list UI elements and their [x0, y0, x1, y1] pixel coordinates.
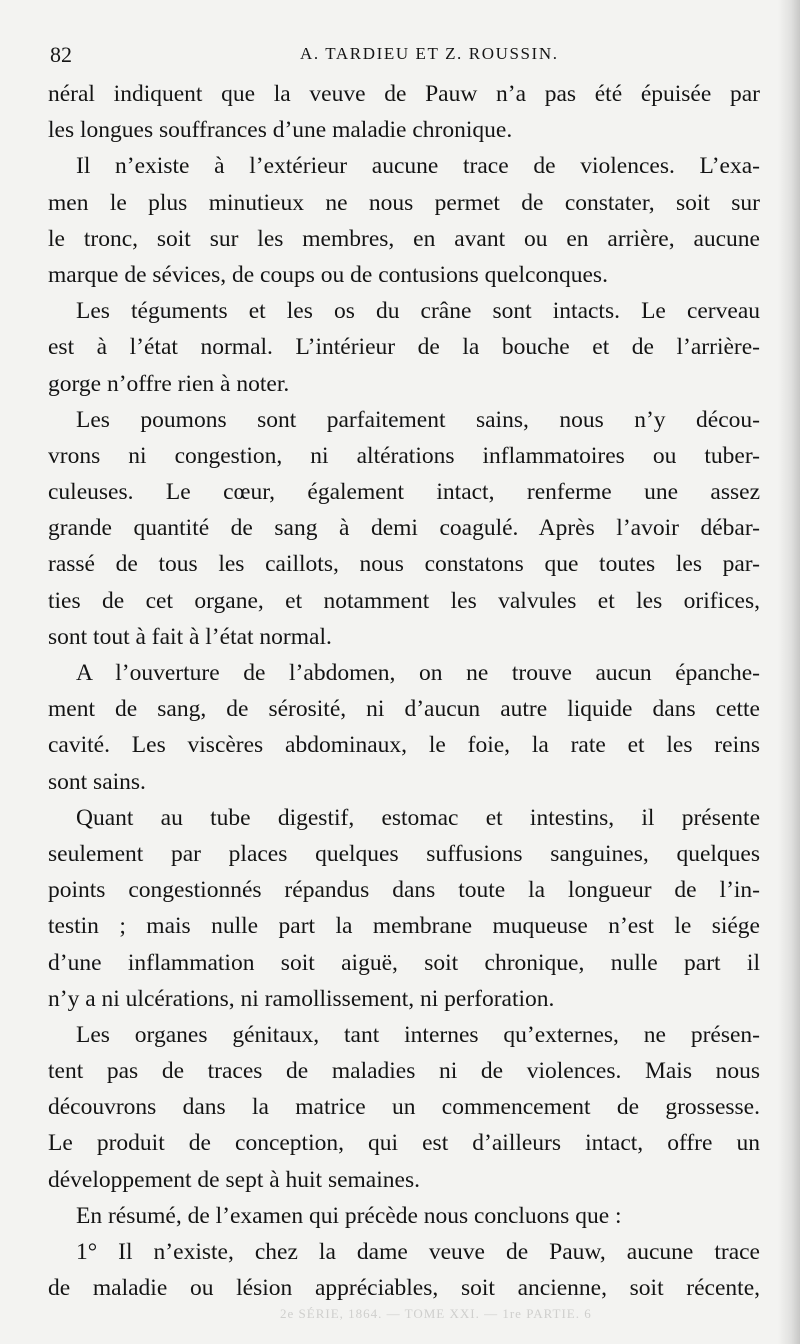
text-line: d’une inflammation soit aiguë, soit chronique, nulle part il	[48, 949, 760, 976]
text-line: n’y a ni ulcérations, ni ramollissement, ni perforation.	[48, 985, 555, 1012]
text-line: sont tout à fait à l’état normal.	[48, 623, 332, 650]
body-text	[48, 76, 760, 1306]
text-line: rassé de tous les caillots, nous constatons que toutes les par-	[48, 551, 760, 578]
text-line: Les organes génitaux, tant internes qu’externes, ne présen-	[76, 1021, 760, 1048]
text-line: vrons ni congestion, ni altérations inflammatoires ou tuber-	[48, 442, 760, 469]
text-line: cavité. Les viscères abdominaux, le foie, la rate et les reins	[48, 732, 760, 759]
page-number: 82	[50, 42, 72, 67]
text-line: Les téguments et les os du crâne sont intacts. Le cerveau	[76, 298, 760, 325]
text-line: A l’ouverture de l’abdomen, on ne trouve aucun épanche-	[76, 660, 760, 686]
text-line: de maladie ou lésion appréciables, soit ancienne, soit récente,	[48, 1275, 760, 1302]
page-header	[50, 40, 760, 74]
text-line: men le plus minutieux ne nous permet de constater, soit sur	[48, 189, 760, 216]
text-line: En résumé, de l’examen qui précède nous concluons que :	[76, 1202, 622, 1229]
text-line: est à l’état normal. L’intérieur de la bouche et de l’arrière-	[48, 334, 760, 361]
text-line: découvrons dans la matrice un commencement de grossesse.	[48, 1094, 760, 1121]
text-line: tent pas de traces de maladies ni de violences. Mais nous	[48, 1058, 760, 1085]
text-line: développement de sept à huit semaines.	[48, 1166, 420, 1193]
text-line: points congestionnés répandus dans toute la longueur de l’in-	[48, 877, 760, 904]
text-line: Les poumons sont parfaitement sains, nous n’y décou-	[76, 406, 760, 433]
text-line: testin ; mais nulle part la membrane muqueuse n’est le siége	[48, 913, 760, 940]
text-line: Il n’existe à l’extérieur aucune trace de violences. L’exa-	[76, 153, 760, 180]
text-line: le tronc, soit sur les membres, en avant ou en arrière, aucune	[48, 225, 760, 252]
page-edge-shadow	[778, 0, 800, 1344]
text-line: marque de sévices, de coups ou de contusions quelconques.	[48, 261, 608, 288]
text-line: sont sains.	[48, 768, 146, 795]
text-line: Le produit de conception, qui est d’ailleurs intact, offre un	[48, 1130, 760, 1157]
text-line: 1° Il n’existe, chez la dame veuve de Pauw, aucune trace	[76, 1239, 760, 1265]
running-head: A. TARDIEU ET Z. ROUSSIN.	[300, 44, 559, 63]
text-line: culeuses. Le cœur, également intact, renferme une assez	[48, 479, 760, 506]
text-line: seulement par places quelques suffusions sanguines, quelques	[48, 840, 760, 867]
text-line: ties de cet organe, et notamment les valvules et les orifices,	[48, 587, 760, 614]
text-line: Quant au tube digestif, estomac et intestins, il présente	[76, 804, 760, 831]
text-line: gorge n’offre rien à noter.	[48, 370, 290, 397]
text-line: les longues souffrances d’une maladie chronique.	[48, 117, 513, 144]
text-line: néral indiquent que la veuve de Pauw n’a pas été épuisée par	[48, 81, 760, 107]
text-line: ment de sang, de sérosité, ni d’aucun autre liquide dans cette	[48, 696, 760, 723]
page-signature: 2e SÉRIE, 1864. — TOME XXI. — 1re PARTIE. 6	[280, 1306, 592, 1321]
text-line: grande quantité de sang à demi coagulé. Après l’avoir débar-	[48, 515, 760, 542]
